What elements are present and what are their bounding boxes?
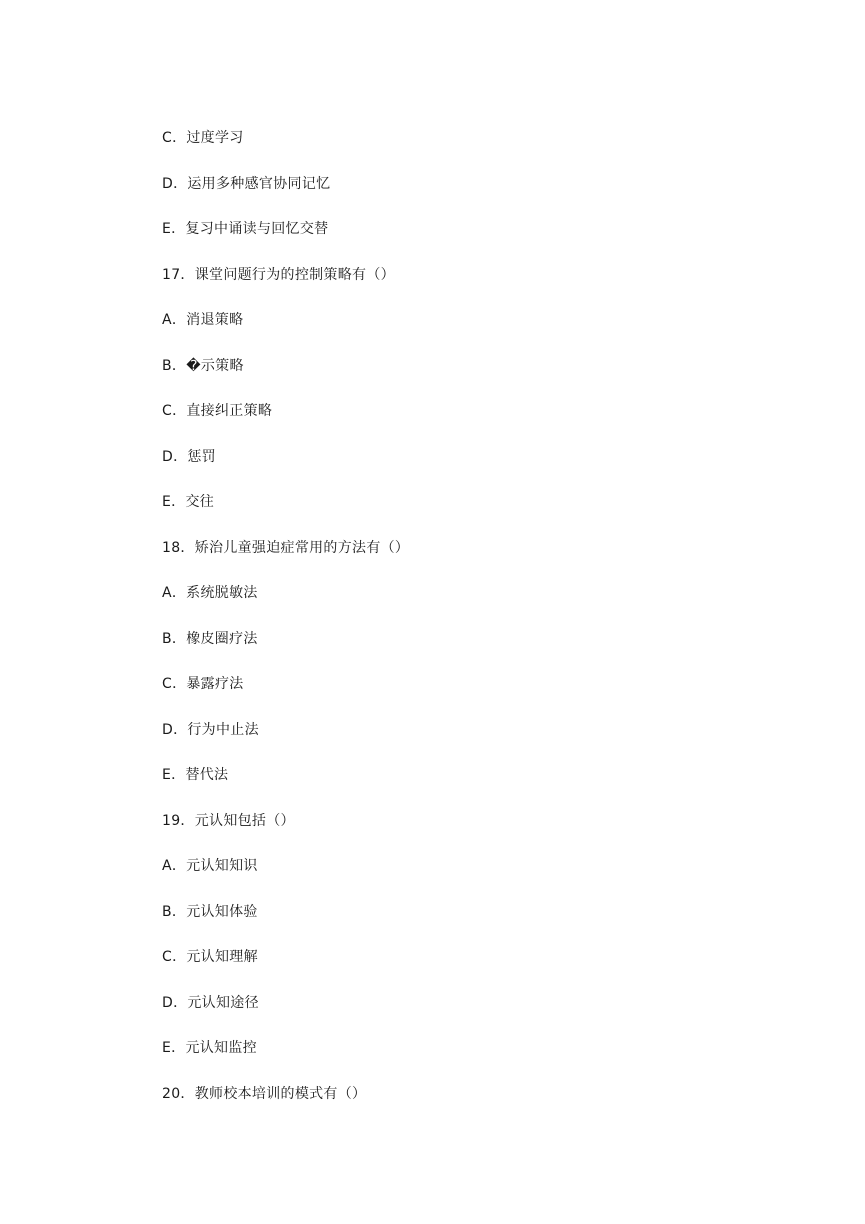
- option-line: E．复习中诵读与回忆交替: [162, 221, 329, 237]
- option-line: C．过度学习: [162, 130, 244, 146]
- option-line: B．橡皮圈疗法: [162, 631, 258, 647]
- option-line: E．交往: [162, 494, 215, 510]
- option-line: B．�示策略: [162, 358, 244, 374]
- option-line: D．元认知途径: [162, 995, 259, 1011]
- option-line: C．直接纠正策略: [162, 403, 273, 419]
- option-line: A．系统脱敏法: [162, 585, 258, 601]
- question-line: 18．矫治儿童强迫症常用的方法有（）: [162, 540, 410, 556]
- option-line: A．消退策略: [162, 312, 244, 328]
- question-line: 20．教师校本培训的模式有（）: [162, 1086, 367, 1102]
- option-line: B．元认知体验: [162, 904, 258, 920]
- option-line: D．行为中止法: [162, 722, 259, 738]
- question-line: 17．课堂问题行为的控制策略有（）: [162, 267, 395, 283]
- option-line: D．运用多种感官协同记忆: [162, 176, 331, 192]
- option-line: E．元认知监控: [162, 1040, 257, 1056]
- option-line: C．元认知理解: [162, 949, 258, 965]
- option-line: D．惩罚: [162, 449, 216, 465]
- option-line: A．元认知知识: [162, 858, 258, 874]
- option-line: C．暴露疗法: [162, 676, 244, 692]
- option-line: E．替代法: [162, 767, 229, 783]
- question-line: 19．元认知包括（）: [162, 813, 295, 829]
